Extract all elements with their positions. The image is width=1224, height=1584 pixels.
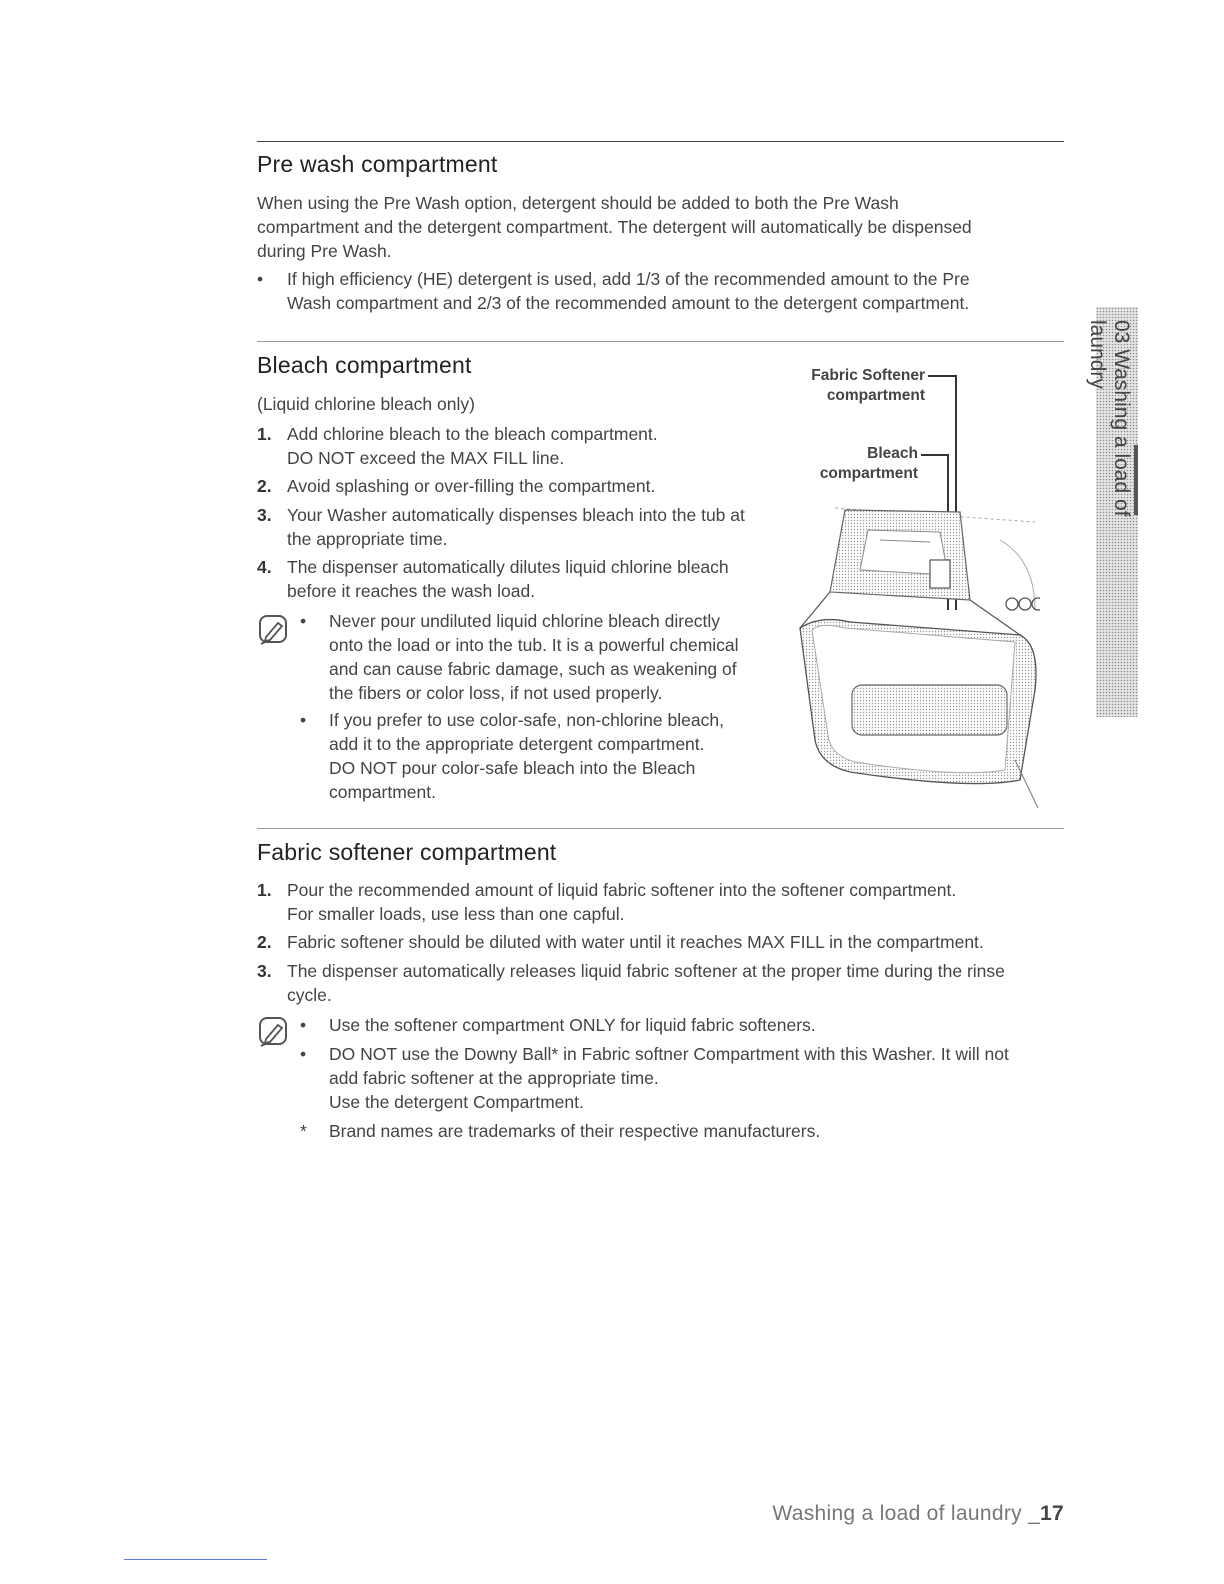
note-line: Use the detergent Compartment. [329, 1092, 584, 1112]
note-line: and can cause fabric damage, such as weakening of [329, 659, 737, 679]
step-number: 1. [257, 880, 272, 900]
bleach-step [257, 474, 777, 498]
step-number: 4. [257, 557, 272, 577]
note-line: DO NOT pour color-safe bleach into the Bleach [329, 758, 696, 778]
note-line: compartment. [329, 782, 436, 802]
note-line: Never pour undiluted liquid chlorine bleach directly [329, 611, 721, 631]
bleach-step [257, 422, 777, 470]
section-rule [257, 341, 1064, 342]
note-icon [257, 613, 291, 652]
page-footer [772, 1502, 1064, 1526]
note-line: onto the load or into the tub. It is a powerful chemical [329, 635, 739, 655]
footer-text: Washing a load of laundry _ [772, 1502, 1041, 1525]
softener-footnote [300, 1119, 1070, 1143]
bullet-glyph: • [300, 611, 307, 631]
softener-step [257, 930, 1067, 954]
bullet-line: If high efficiency (HE) detergent is used, add 1/3 of the recommended amount to the Pre [287, 269, 970, 289]
note-line: add fabric softener at the appropriate time. [329, 1068, 659, 1088]
prewash-para-line: during Pre Wash. [257, 241, 392, 261]
bullet-glyph: • [300, 1044, 307, 1064]
step-line: DO NOT exceed the MAX FILL line. [287, 448, 565, 468]
chapter-tab-label: 03 Washing a load of laundry [1086, 320, 1133, 517]
step-line: For smaller loads, use less than one capful. [287, 904, 625, 924]
callout-line: Bleach [867, 445, 918, 462]
step-number: 2. [257, 932, 272, 952]
note-line: the fibers or color loss, if not used properly. [329, 683, 663, 703]
step-line: the appropriate time. [287, 529, 448, 549]
footnote-mark: * [300, 1121, 307, 1141]
step-line: Add chlorine bleach to the bleach compartment. [287, 424, 658, 444]
prewash-para-line: compartment and the detergent compartment. The detergent will automatically be dispensed [257, 217, 972, 237]
bullet-glyph: • [300, 1015, 307, 1035]
softener-note [300, 1013, 1070, 1037]
callout-line: compartment [826, 387, 925, 404]
footnote-text: Brand names are trademarks of their respective manufacturers. [329, 1121, 821, 1141]
bullet-line: Wash compartment and 2/3 of the recommended amount to the detergent compartment. [287, 293, 970, 313]
step-line: before it reaches the wash load. [287, 581, 536, 601]
bleach-heading: Bleach compartment [257, 352, 472, 378]
page-number: 17 [1040, 1502, 1064, 1525]
section-rule [257, 141, 1064, 142]
note-line: If you prefer to use color-safe, non-chlorine bleach, [329, 710, 724, 730]
step-number: 3. [257, 961, 272, 981]
step-line: Fabric softener should be diluted with water until it reaches MAX FILL in the compartment. [287, 932, 984, 952]
prewash-heading: Pre wash compartment [257, 151, 498, 177]
bleach-step [257, 503, 787, 551]
prewash-bullet [257, 267, 1047, 315]
step-line: Pour the recommended amount of liquid fabric softener into the softener compartment. [287, 880, 957, 900]
softener-note [300, 1042, 1070, 1114]
bullet-glyph: • [300, 710, 307, 730]
note-line: DO NOT use the Downy Ball* in Fabric softner Compartment with this Washer. It will not [329, 1044, 1009, 1064]
bullet-glyph: • [257, 269, 264, 289]
prewash-para-line: When using the Pre Wash option, detergent should be added to both the Pre Wash [257, 193, 899, 213]
note-line: add it to the appropriate detergent compartment. [329, 734, 705, 754]
step-number: 2. [257, 476, 272, 496]
step-line: Avoid splashing or over-filling the compartment. [287, 476, 656, 496]
callout-line: Fabric Softener [811, 367, 925, 384]
dispenser-drawer-illustration [790, 360, 1040, 810]
softener-heading: Fabric softener compartment [257, 839, 557, 865]
note-icon [257, 1015, 291, 1054]
callout-line: compartment [819, 465, 918, 482]
step-number: 1. [257, 424, 272, 444]
step-line: Your Washer automatically dispenses bleach into the tub at [287, 505, 745, 525]
footer-accent-line [124, 1559, 267, 1560]
step-line: The dispenser automatically releases liquid fabric softener at the proper time during the rinse [287, 961, 1005, 981]
step-line: cycle. [287, 985, 332, 1005]
note-line: Use the softener compartment ONLY for liquid fabric softeners. [329, 1015, 816, 1035]
bleach-step [257, 555, 777, 603]
softener-step [257, 959, 1067, 1007]
section-rule [257, 828, 1064, 829]
softener-step [257, 878, 1067, 926]
bleach-subtitle: (Liquid chlorine bleach only) [257, 394, 475, 414]
step-number: 3. [257, 505, 272, 525]
bleach-note [300, 708, 790, 804]
step-line: The dispenser automatically dilutes liquid chlorine bleach [287, 557, 729, 577]
bleach-note [300, 609, 790, 705]
